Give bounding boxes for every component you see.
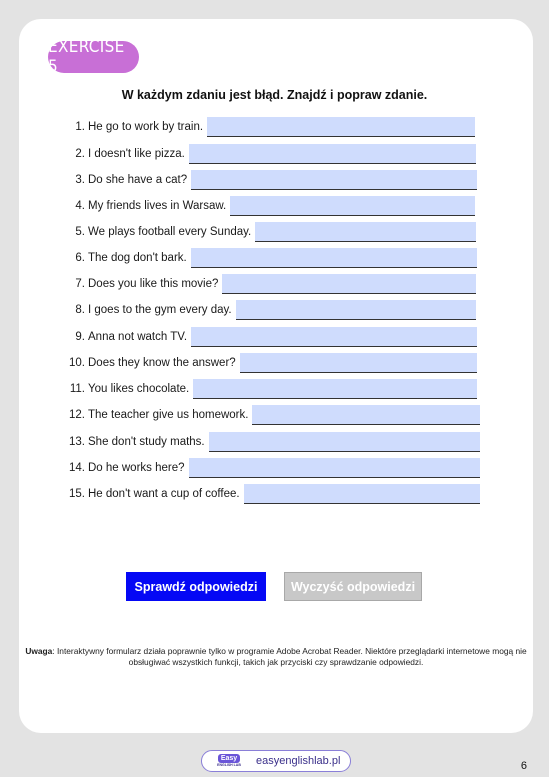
clear-answers-button[interactable]: Wyczyść odpowiedzi <box>284 572 422 601</box>
easy-english-lab-logo <box>214 754 244 769</box>
item-number: 3. <box>75 174 85 186</box>
item-number: 13. <box>69 436 85 448</box>
note-label: Uwaga <box>25 646 53 656</box>
page-number: 6 <box>520 760 527 772</box>
item-sentence: You likes chocolate. <box>88 383 190 395</box>
item-number: 10. <box>69 357 85 369</box>
usage-note <box>24 646 528 668</box>
item-number: 8. <box>75 304 85 316</box>
answer-field[interactable] <box>222 274 476 294</box>
answer-field[interactable] <box>193 379 477 399</box>
item-sentence: I doesn't like pizza. <box>88 148 185 160</box>
item-number: 4. <box>75 200 85 212</box>
item-sentence: He go to work by train. <box>88 121 204 133</box>
answer-field[interactable] <box>209 432 480 452</box>
item-sentence: Do she have a cat? <box>88 174 188 186</box>
item-number: 15. <box>69 488 85 500</box>
item-number: 2. <box>75 148 85 160</box>
item-sentence: Anna not watch TV. <box>88 331 188 343</box>
item-number: 5. <box>75 226 85 238</box>
note-text: : Interaktywny formularz działa poprawnie tylko w programie Adobe Acrobat Reader. Niektóre przeglądarki internetowe mogą nie obsługiwać wszystkich funkcji, takich jak przyciski czy sprawdzanie odpowiedzi. <box>52 646 527 667</box>
item-sentence: Do he works here? <box>88 462 185 474</box>
answer-field[interactable] <box>191 327 477 347</box>
footer-link[interactable] <box>201 750 351 772</box>
item-sentence: I goes to the gym every day. <box>88 304 232 316</box>
logo-wordmark: Easy <box>218 754 240 763</box>
item-number: 9. <box>75 331 85 343</box>
check-answers-button[interactable]: Sprawdź odpowiedzi <box>126 572 266 601</box>
answer-field[interactable] <box>191 248 477 268</box>
logo-subtitle: ENGLISH LAB <box>217 763 241 767</box>
item-number: 7. <box>75 278 85 290</box>
answer-field[interactable] <box>230 196 475 216</box>
item-sentence: My friends lives in Warsaw. <box>88 200 227 212</box>
answer-field[interactable] <box>244 484 480 504</box>
item-sentence: We plays football every Sunday. <box>88 226 252 238</box>
answer-field[interactable] <box>189 458 480 478</box>
item-number: 1. <box>75 121 85 133</box>
item-sentence: Does they know the answer? <box>88 357 236 369</box>
answer-field[interactable] <box>236 300 476 320</box>
item-sentence: The dog don't bark. <box>88 252 187 264</box>
item-sentence: He don't want a cup of coffee. <box>88 488 240 500</box>
answer-field[interactable] <box>191 170 477 190</box>
item-number: 12. <box>69 409 85 421</box>
instruction-heading: W każdym zdaniu jest błąd. Znajdź i popraw zdanie. <box>121 88 428 102</box>
exercise-badge: EXERCISE 5 <box>48 41 139 73</box>
item-number: 11. <box>69 383 85 395</box>
answer-field[interactable] <box>252 405 480 425</box>
item-sentence: The teacher give us homework. <box>88 409 249 421</box>
item-number: 14. <box>69 462 85 474</box>
answer-field[interactable] <box>189 144 476 164</box>
item-sentence: Does you like this movie? <box>88 278 219 290</box>
answer-field[interactable] <box>255 222 476 242</box>
answer-field[interactable] <box>240 353 477 373</box>
site-url[interactable]: easyenglishlab.pl <box>256 755 341 767</box>
item-sentence: She don't study maths. <box>88 436 205 448</box>
answer-field[interactable] <box>207 117 475 137</box>
item-number: 6. <box>75 252 85 264</box>
